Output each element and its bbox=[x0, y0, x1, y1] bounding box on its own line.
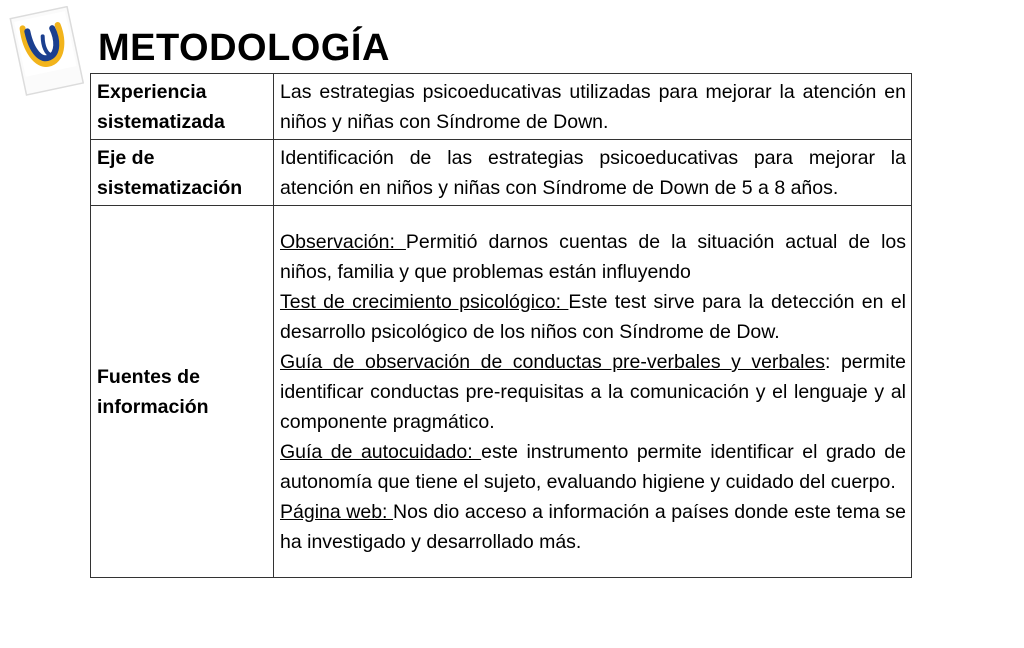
row-label: Experiencia sistematizada bbox=[91, 74, 274, 140]
university-logo-icon bbox=[8, 6, 84, 98]
methodology-table bbox=[90, 73, 912, 578]
source-item bbox=[280, 437, 906, 497]
page-title: METODOLOGÍA bbox=[98, 27, 390, 69]
source-description: Nos dio acceso a información a países donde este tema se ha investigado y desarrollado más. bbox=[280, 501, 906, 553]
source-term: Página web: bbox=[280, 501, 394, 523]
source-term: Guía de autocuidado: bbox=[280, 441, 482, 463]
row-value: Las estrategias psicoeducativas utilizadas para mejorar la atención en niños y niñas con Síndrome de Down. bbox=[274, 74, 912, 140]
source-description: este instrumento permite identificar el grado de autonomía que tiene el sujeto, evaluando higiene y cuidado del cuerpo. bbox=[280, 441, 906, 493]
row-label: Eje de sistematización bbox=[91, 140, 274, 206]
source-description: Permitió darnos cuentas de la situación actual de los niños, familia y que problemas están influyendo bbox=[280, 231, 907, 283]
source-item bbox=[280, 227, 906, 287]
table-row bbox=[91, 140, 912, 206]
source-term: Test de crecimiento psicológico: bbox=[280, 291, 569, 313]
row-value: Identificación de las estrategias psicoeducativas para mejorar la atención en niños y niñas con Síndrome de Down de 5 a 8 años. bbox=[274, 140, 912, 206]
table-row bbox=[91, 74, 912, 140]
sources-list bbox=[274, 206, 912, 578]
source-description: Este test sirve para la detección en el desarrollo psicológico de los niños con Síndrome de Dow. bbox=[280, 291, 906, 343]
row-label: Fuentes de información bbox=[91, 206, 274, 578]
source-item bbox=[280, 287, 906, 347]
table-row bbox=[91, 206, 912, 578]
source-item bbox=[280, 347, 906, 437]
university-logo bbox=[8, 6, 84, 98]
source-item bbox=[280, 497, 906, 557]
source-description: : permite identificar conductas pre-requisitas a la comunicación y el lenguaje y al componente pragmático. bbox=[280, 351, 906, 433]
source-term: Guía de observación de conductas pre-verbales y verbales bbox=[280, 351, 826, 373]
source-term: Observación: bbox=[280, 231, 406, 253]
